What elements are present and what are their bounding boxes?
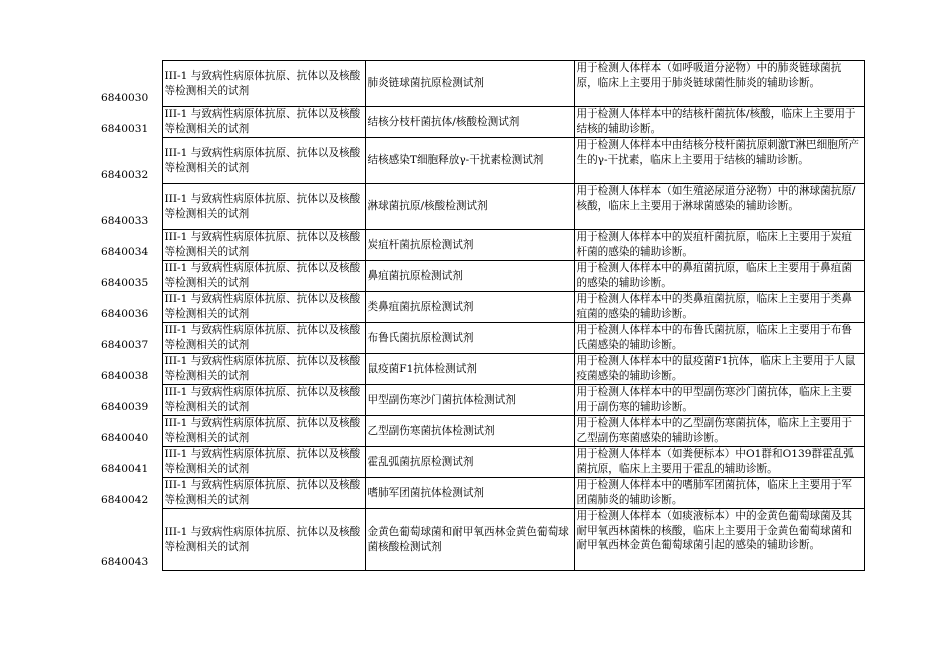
product-name-cell: 金黄色葡萄球菌和耐甲氧西林金黄色葡萄球菌核酸检测试剂 [365, 509, 574, 571]
catalog-table [97, 60, 865, 571]
table-row [97, 107, 864, 138]
intended-use-cell: 用于检测人体样本（如生殖泌尿道分泌物）中的淋球菌抗原/核酸，临床上主要用于淋球菌感染的辅助诊断。 [574, 184, 864, 230]
product-name-cell: 布鲁氏菌抗原检测试剂 [365, 323, 574, 354]
item-code: 6840037 [101, 338, 149, 351]
table-row [97, 447, 864, 478]
category-cell: III-1 与致病性病原体抗原、抗体以及核酸等检测相关的试剂 [162, 323, 365, 354]
item-code: 6840035 [101, 276, 149, 289]
item-code: 6840036 [101, 307, 149, 320]
spreadsheet [97, 60, 865, 571]
item-code: 6840042 [101, 493, 149, 506]
category-cell: III-1 与致病性病原体抗原、抗体以及核酸等检测相关的试剂 [162, 292, 365, 323]
intended-use-cell: 用于检测人体样本（如痰液标本）中的金黄色葡萄球菌及其耐甲氧西林菌株的核酸，临床上主要用于金黄色葡萄球菌和耐甲氧西林金黄色葡萄球菌引起的感染的辅助诊断。 [574, 509, 864, 571]
item-code: 6840043 [101, 555, 149, 568]
product-name-cell: 霍乱弧菌抗原检测试剂 [365, 447, 574, 478]
product-name-cell: 炭疽杆菌抗原检测试剂 [365, 230, 574, 261]
category-cell: III-1 与致病性病原体抗原、抗体以及核酸等检测相关的试剂 [162, 184, 365, 230]
category-cell: III-1 与致病性病原体抗原、抗体以及核酸等检测相关的试剂 [162, 107, 365, 138]
item-code: 6840030 [101, 91, 149, 104]
table-row [97, 61, 864, 107]
product-name-cell: 结核分枝杆菌抗体/核酸检测试剂 [365, 107, 574, 138]
product-name-cell: 嗜肺军团菌抗体检测试剂 [365, 478, 574, 509]
intended-use-cell: 用于检测人体样本中的甲型副伤寒沙门菌抗体，临床上主要用于副伤寒的辅助诊断。 [574, 385, 864, 416]
intended-use-cell: 用于检测人体样本中的布鲁氏菌抗原，临床上主要用于布鲁氏菌感染的辅助诊断。 [574, 323, 864, 354]
item-code: 6840039 [101, 400, 149, 413]
intended-use-cell: 用于检测人体样本中由结核分枝杆菌抗原刺激T淋巴细胞所产生的γ-干扰素，临床上主要用于结核的辅助诊断。 [574, 138, 864, 184]
product-name-cell: 鼠疫菌F1抗体检测试剂 [365, 354, 574, 385]
product-name-cell: 结核感染T细胞释放γ-干扰素检测试剂 [365, 138, 574, 184]
intended-use-cell: 用于检测人体样本中的鼻疽菌抗原，临床上主要用于鼻疽菌的感染的辅助诊断。 [574, 261, 864, 292]
product-name-cell: 甲型副伤寒沙门菌抗体检测试剂 [365, 385, 574, 416]
product-name-cell: 乙型副伤寒菌抗体检测试剂 [365, 416, 574, 447]
table-row [97, 184, 864, 230]
table-row [97, 292, 864, 323]
intended-use-cell: 用于检测人体样本中的鼠疫菌F1抗体，临床上主要用于人鼠疫菌感染的辅助诊断。 [574, 354, 864, 385]
table-row [97, 385, 864, 416]
category-cell: III-1 与致病性病原体抗原、抗体以及核酸等检测相关的试剂 [162, 261, 365, 292]
category-cell: III-1 与致病性病原体抗原、抗体以及核酸等检测相关的试剂 [162, 138, 365, 184]
category-cell: III-1 与致病性病原体抗原、抗体以及核酸等检测相关的试剂 [162, 416, 365, 447]
intended-use-cell: 用于检测人体样本（如呼吸道分泌物）中的肺炎链球菌抗原，临床上主要用于肺炎链球菌性肺炎的辅助诊断。 [574, 61, 864, 107]
intended-use-cell: 用于检测人体样本中的结核杆菌抗体/核酸，临床上主要用于结核的辅助诊断。 [574, 107, 864, 138]
category-cell: III-1 与致病性病原体抗原、抗体以及核酸等检测相关的试剂 [162, 478, 365, 509]
category-cell: III-1 与致病性病原体抗原、抗体以及核酸等检测相关的试剂 [162, 385, 365, 416]
table-row [97, 354, 864, 385]
item-code: 6840031 [101, 122, 149, 135]
item-code: 6840041 [101, 462, 149, 475]
category-cell: III-1 与致病性病原体抗原、抗体以及核酸等检测相关的试剂 [162, 447, 365, 478]
item-code: 6840032 [101, 168, 149, 181]
product-name-cell: 鼻疽菌抗原检测试剂 [365, 261, 574, 292]
table-row [97, 323, 864, 354]
category-cell: III-1 与致病性病原体抗原、抗体以及核酸等检测相关的试剂 [162, 230, 365, 261]
category-cell: III-1 与致病性病原体抗原、抗体以及核酸等检测相关的试剂 [162, 354, 365, 385]
table-row [97, 261, 864, 292]
intended-use-cell: 用于检测人体样本中的乙型副伤寒菌抗体，临床上主要用于乙型副伤寒菌感染的辅助诊断。 [574, 416, 864, 447]
table-row [97, 138, 864, 184]
table-row [97, 416, 864, 447]
table-row [97, 478, 864, 509]
category-cell: III-1 与致病性病原体抗原、抗体以及核酸等检测相关的试剂 [162, 509, 365, 571]
product-name-cell: 淋球菌抗原/核酸检测试剂 [365, 184, 574, 230]
category-cell: III-1 与致病性病原体抗原、抗体以及核酸等检测相关的试剂 [162, 61, 365, 107]
intended-use-cell: 用于检测人体样本中的类鼻疽菌抗原，临床上主要用于类鼻疽菌的感染的辅助诊断。 [574, 292, 864, 323]
item-code: 6840040 [101, 431, 149, 444]
product-name-cell: 肺炎链球菌抗原检测试剂 [365, 61, 574, 107]
item-code: 6840034 [101, 245, 149, 258]
product-name-cell: 类鼻疽菌抗原检测试剂 [365, 292, 574, 323]
item-code: 6840038 [101, 369, 149, 382]
table-row [97, 509, 864, 571]
intended-use-cell: 用于检测人体样本（如粪便标本）中O1群和O139群霍乱弧菌抗原，临床上主要用于霍乱的辅助诊断。 [574, 447, 864, 478]
intended-use-cell: 用于检测人体样本中的炭疽杆菌抗原，临床上主要用于炭疽杆菌的感染的辅助诊断。 [574, 230, 864, 261]
item-code: 6840033 [101, 214, 149, 227]
table-row [97, 230, 864, 261]
intended-use-cell: 用于检测人体样本中的嗜肺军团菌抗体，临床上主要用于军团菌肺炎的辅助诊断。 [574, 478, 864, 509]
